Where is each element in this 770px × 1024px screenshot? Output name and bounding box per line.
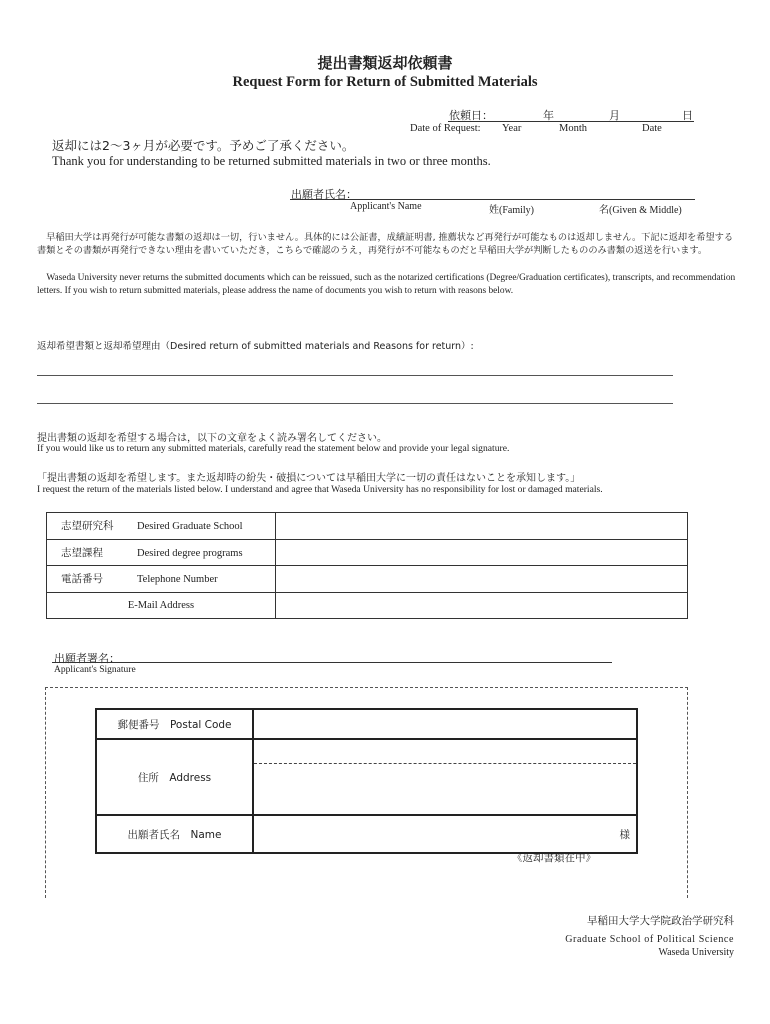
- return-notice-en: Thank you for understanding to be returned submitted materials in two or three months.: [52, 154, 491, 168]
- day-label-jp: 日: [682, 109, 693, 122]
- row-label-jp: 志望研究科: [61, 520, 114, 533]
- recipient-name-field[interactable]: [253, 815, 637, 853]
- table-row: [96, 739, 637, 815]
- day-label-en: Date: [642, 123, 662, 134]
- row-label-en: Desired degree programs: [137, 547, 243, 559]
- statement-jp: 「提出書類の返却を希望します。また返却時の紛失・破損については早稲田大学に一切の責任はないことを承知します。」: [37, 473, 581, 484]
- degree-program-field[interactable]: [276, 539, 688, 566]
- address-label: 住所 Address: [96, 739, 253, 815]
- row-label-en: E-Mail Address: [127, 600, 195, 612]
- policy-text-jp: 早稲田大学は再発行が可能な書類の返却は一切，行いません。具体的には公証書，成績証明書, 推薦状など再発行が可能なものは返却しません。下記に返却を希望する書類とその書類が再発行できない理由を書いていただき，こちらで確認のうえ，再発行が不可能なものだと早稲田大学が判断したもののみ書類の返送を行います。: [37, 232, 734, 257]
- applicant-name-label-jp: 出願者氏名：: [291, 188, 357, 201]
- applicant-name-field[interactable]: [290, 199, 695, 200]
- signature-label-en: Applicant's Signature: [54, 665, 136, 675]
- table-row: [96, 709, 637, 739]
- signature-label-jp: 出願者署名：: [54, 652, 120, 665]
- enclosed-note: 《返却書類在中》: [512, 852, 596, 864]
- table-row: [47, 566, 688, 593]
- date-label-jp: 依頼日：: [449, 109, 493, 122]
- table-row: [47, 592, 688, 619]
- table-row: [47, 513, 688, 540]
- statement-en: I request the return of the materials listed below. I understand and agree that Waseda University has no responsibility for lost or damaged materials.: [37, 484, 603, 495]
- postal-code-label: 郵便番号 Postal Code: [96, 709, 253, 739]
- month-label-en: Month: [559, 123, 588, 134]
- row-label-en: Telephone Number: [137, 574, 218, 586]
- graduate-school-field[interactable]: [276, 513, 688, 540]
- row-label-jp: 電話番号: [61, 573, 103, 586]
- address-line-1[interactable]: [254, 740, 636, 764]
- reason-line-2[interactable]: [37, 403, 673, 404]
- recipient-name-label: 出願者氏名 Name: [96, 815, 253, 853]
- signature-field[interactable]: [52, 662, 612, 663]
- row-label-jp: 志望課程: [61, 546, 103, 559]
- address-field[interactable]: [253, 739, 637, 815]
- address-table: [95, 708, 638, 854]
- honorific-label: 様: [619, 828, 630, 841]
- instruction-en: If you would like us to return any submitted materials, carefully read the statement below and provide your legal signature.: [37, 443, 510, 454]
- footer-school-en: Graduate School of Political Science: [565, 934, 734, 945]
- date-label-en: Date of Request:: [410, 123, 481, 134]
- table-row: [96, 815, 637, 853]
- desired-return-label: 返却希望書類と返却希望理由（Desired return of submitted materials and Reasons for return）:: [37, 341, 474, 352]
- contact-table: [46, 512, 688, 619]
- email-field[interactable]: [276, 592, 688, 619]
- form-title-jp: 提出書類返却依頼書: [317, 54, 453, 72]
- return-notice-jp: 返却には2～3ヶ月が必要です。予めご了承ください。: [52, 138, 355, 153]
- postal-code-field[interactable]: [253, 709, 637, 739]
- date-underline: [448, 121, 694, 122]
- telephone-field[interactable]: [276, 566, 688, 593]
- footer-university-en: Waseda University: [658, 947, 734, 958]
- reason-line-1[interactable]: [37, 375, 673, 376]
- form-title-en: Request Form for Return of Submitted Materials: [232, 74, 538, 90]
- given-name-label: 名(Given & Middle): [599, 205, 682, 216]
- instruction-jp: 提出書類の返却を希望する場合は，以下の文章をよく読み署名してください。: [37, 433, 387, 444]
- year-label-jp: 年: [543, 109, 554, 122]
- row-label-en: Desired Graduate School: [137, 521, 243, 533]
- footer-school-jp: 早稲田大学大学院政治学研究科: [587, 916, 734, 927]
- year-label-en: Year: [502, 123, 522, 134]
- family-name-label: 姓(Family): [489, 205, 534, 216]
- month-label-jp: 月: [609, 109, 620, 122]
- applicant-name-label-en: Applicant's Name: [350, 201, 422, 212]
- table-row: [47, 539, 688, 566]
- policy-text-en: Waseda University never returns the submitted documents which can be reissued, such as the notarized certifications (Degree/Graduation certificates), transcripts, and recommendation letters. If you wish to return submitted materials, please address the name of documents you wish to return with reasons below.: [37, 273, 736, 296]
